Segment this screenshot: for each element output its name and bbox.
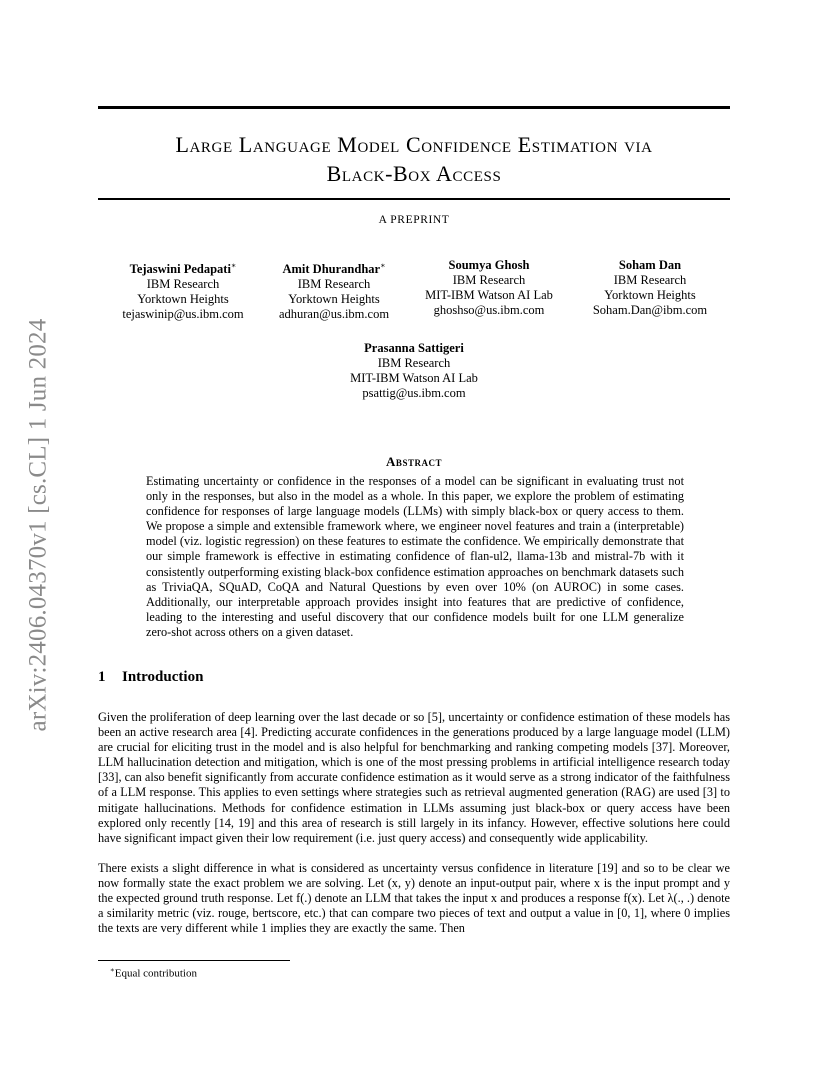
footnote-rule xyxy=(98,960,290,961)
intro-paragraph-2: There exists a slight difference in what is considered as uncertainty versus confidence in literature [19] and so to be clear we now formally state the exact problem we are solving. Let (x, y) denote an input-output pair, where x is the input prompt and y the expected ground truth response. Let f(.) denote an LLM that takes the input x and produces a response f(x). Let λ(., .) denote a similarity metric (viz. rouge, bertscore, etc.) that can compare two pieces of text and output a value in [0, 1], where 0 implies the texts are very different while 1 implies they are exactly the same. Then xyxy=(98,861,730,936)
author-location: Yorktown Heights xyxy=(604,288,696,302)
abstract-heading: Abstract xyxy=(386,454,442,469)
author-name: Soham Dan xyxy=(618,258,682,272)
paper-title xyxy=(98,130,730,188)
author-email[interactable]: ghoshso@us.ibm.com xyxy=(433,303,545,317)
footnote-text: Equal contribution xyxy=(114,967,197,980)
author-email[interactable]: adhuran@us.ibm.com xyxy=(278,307,390,322)
section-number: 1 xyxy=(98,669,106,685)
title-line-1: Large Language Model Confidence Estimation via xyxy=(175,132,653,157)
author-name: Amit Dhurandhar xyxy=(282,262,381,277)
author-4 xyxy=(565,258,735,318)
author-affiliation: IBM Research xyxy=(297,277,371,292)
intro-paragraph-1: Given the proliferation of deep learning over the last decade or so [5], uncertainty or confidence estimation of these models has been an active research area [4]. Predicting accurate confidences in the generations produced by a large language model (LLM) are crucial for eliciting trust in the model and is also helpful for benchmarking and ranking competing models [37]. Moreover, LLM hallucination detection and mitigation, which is one of the most pressing problems in artificial intelligence research today [33], can also benefit significantly from accurate confidence estimation as it would serve as a strong indicator of the faithfulness of a LLM response. This applies to even settings where strategies such as retrieval augmented generation (RAG) are used [3] to mitigate hallucinations. Methods for confidence estimation in LLMs assuming just black-box or query access have been explored only recently [14, 19] and this area of research is still largely in its infancy. However, effective solutions here could have significant impact given their low requirement (i.e. just query access) and consequently wide applicability. xyxy=(98,710,730,845)
author-location: Yorktown Heights xyxy=(137,292,229,307)
section-heading xyxy=(98,669,730,686)
author-2 xyxy=(249,258,419,322)
author-affiliation: IBM Research xyxy=(377,356,451,370)
author-location: Yorktown Heights xyxy=(288,292,380,307)
author-affiliation: IBM Research xyxy=(146,277,220,292)
author-affiliation: IBM Research xyxy=(452,273,526,287)
title-top-rule xyxy=(98,106,730,109)
author-email[interactable]: psattig@us.ibm.com xyxy=(362,386,466,400)
abstract-text: Estimating uncertainty or confidence in the responses of a model can be significant in evaluating trust not only in the responses, but also in the model as a whole. In this paper, we explore the problem of estimating confidence for responses of large language models (LLMs) with simply black-box or query access to them. We propose a simple and extensible framework where, we engineer novel features and train a (interpretable) model (viz. logistic regression) on these features to estimate the confidence. We empirically demonstrate that our simple framework is effective in estimating confidence of flan-ul2, llama-13b and mistral-7b with it consistently outperforming existing black-box confidence estimation approaches on benchmark datasets such as TriviaQA, SQuAD, CoQA and Natural Questions by even over 10% (on AUROC) in some cases. Additionally, our interpretable approach provides insight into features that are predictive of confidence, leading to the interesting and useful discovery that our confidence models built for one LLM generalize zero-shot across others on a given dataset. xyxy=(146,474,684,639)
arxiv-identifier-text: arXiv:2406.04370v1 [cs.CL] 1 Jun 2024 xyxy=(24,318,52,732)
equal-contribution-mark: ∗ xyxy=(230,261,237,270)
author-5 xyxy=(329,341,499,401)
section-title: Introduction xyxy=(122,669,204,685)
author-name: Prasanna Sattigeri xyxy=(364,341,464,355)
author-name: Tejaswini Pedapati xyxy=(129,262,231,277)
footnote-mark: ∗ xyxy=(110,966,115,974)
author-block xyxy=(98,258,730,328)
author-1 xyxy=(98,258,268,322)
footnote xyxy=(110,963,197,981)
author-email[interactable]: Soham.Dan@ibm.com xyxy=(592,303,708,317)
author-email[interactable]: tejaswinip@us.ibm.com xyxy=(122,307,244,322)
preprint-label: A PREPRINT xyxy=(378,214,450,226)
author-location: MIT-IBM Watson AI Lab xyxy=(350,371,478,385)
author-affiliation: IBM Research xyxy=(613,273,687,287)
author-location: MIT-IBM Watson AI Lab xyxy=(425,288,553,302)
equal-contribution-mark: ∗ xyxy=(380,261,386,270)
title-bottom-rule xyxy=(98,198,730,200)
author-3 xyxy=(404,258,574,318)
arxiv-identifier-stamp xyxy=(24,300,52,750)
author-name: Soumya Ghosh xyxy=(448,258,530,272)
title-line-2: Black-Box Access xyxy=(326,161,502,186)
